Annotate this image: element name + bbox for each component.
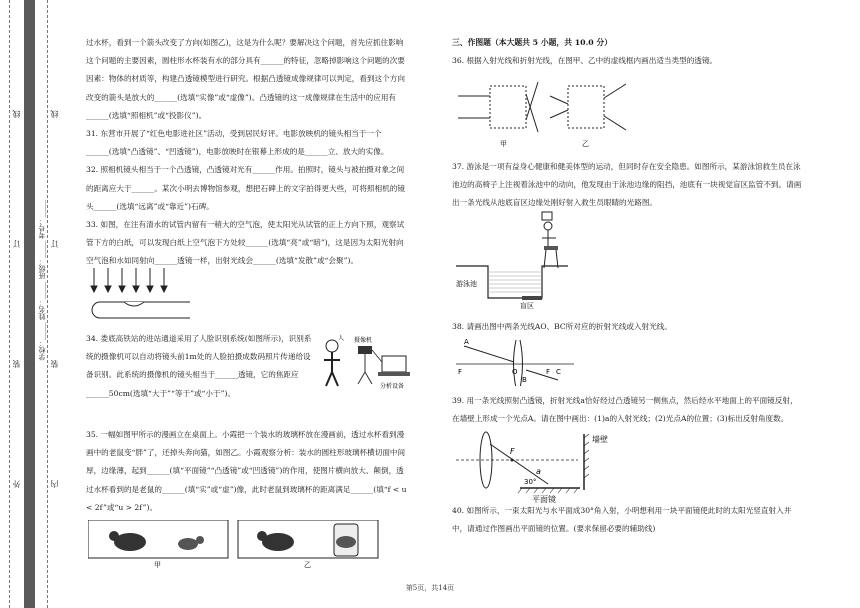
- student-info-fields: 学校：_____ 姓名：_____ 班级：_____ 考号：_____: [38, 200, 46, 361]
- question-38-block: [452, 318, 804, 336]
- inner-mark-xian: 线: [50, 110, 59, 118]
- person-label: 人: [338, 335, 345, 342]
- label-wall: 墙壁: [592, 435, 608, 444]
- blind-zone-label: 盲区: [520, 302, 534, 310]
- device-label: 分析设备: [380, 383, 405, 390]
- section-heading: 三、作图题（本大题共 5 小题，共 10.0 分）: [452, 38, 613, 47]
- question-39: 39. 用一条光线照射凸透镜，折射光线a恰好经过凸透镜另一侧焦点，然后经水平地面上的平面镜反射，在墙壁上形成一个光点A。请在图中画出：(1)a的入射光线；(2)光点A的位置；(3)标出反射角度数。: [452, 396, 798, 424]
- outer-mark-zhuang: 装: [12, 360, 21, 368]
- outer-mark-xian: 线: [12, 110, 21, 118]
- figure-36-jia: 甲: [500, 140, 507, 148]
- question-34: 34. 娄底高铁站的进站通道采用了人脸识别系统(如图所示)，识别系统的摄像机可以自动将镜头前1m处的人脸拍摄成数码照片传递给设备识别。此系统的摄像机的镜头相当于______透镜，它的焦距应______50cm(选填“大于”“等于”或“小于”)。: [86, 334, 312, 398]
- question-38: 38. 请画出图中两条光线AO、BC所对应的折射光线或入射光线。: [452, 322, 672, 331]
- question-30-continued: 过水杯，看到一个箭头改变了方向(如图乙)，这是为什么呢？要解决这个问题，首先应抓住影响这个问题的主要因素，圆柱形水杯装有水的部分具有______的特征，忽略掉影响这个问题的次要因素：物体的材质等，构建凸透镜模型进行研究。根据凸透镜成像规律可以判定，看到这个方向改变的箭头是放大的______(选填“实像”或“虚像”)。凸透镜的这一成像规律在生活中的应用有______(选填“照相机”或“投影仪”)。: [86, 38, 405, 120]
- label-angle: 30°: [524, 478, 537, 486]
- lens-box-figure: [458, 74, 628, 156]
- label-focus: F: [510, 447, 515, 456]
- label-o: O: [512, 368, 518, 376]
- question-36: 36. 根据入射光线和折射光线，在图甲、乙中的虚线框内画出适当类型的透镜。: [452, 56, 718, 66]
- label-mirror: 平面镜: [532, 495, 556, 504]
- figure-jia-label: 甲: [154, 561, 161, 569]
- right-column: [452, 34, 804, 70]
- binding-stripe: [24, 0, 35, 608]
- inner-cut-line: [47, 0, 48, 608]
- question-33: 33. 如图，在注有清水的试管内留有一稍大的空气泡，使太阳光从试管的正上方向下照，观察试管下方的白纸，可以发现白纸上空气泡下方处较______(选填“亮”或“暗”)，这是因为太阳光射向空气泡和水如同射向______透镜一样，出射光线会______(选填“发散”或“会聚”)。: [86, 220, 405, 266]
- left-column: [86, 34, 408, 271]
- outer-cut-line: [9, 0, 10, 608]
- convex-lens-mirror-figure: [456, 430, 626, 506]
- inner-mark-zhuang: 装: [50, 360, 59, 368]
- inner-mark-nei: 内: [50, 480, 59, 488]
- question-40: 40. 如图所示，一束太阳光与水平面成30°角入射，小明想利用一块平面镜使此时的太阳光竖直射入井中，请通过作图画出平面镜的位置。(要求保留必要的辅助线): [452, 506, 792, 534]
- label-f-right: F: [546, 368, 551, 376]
- camera-label: 摄像机: [354, 337, 373, 344]
- question-37: 37. 游泳是一项有益身心健康和健美体型的运动，但同时存在安全隐患。如图所示，某游泳馆救生员在泳池边的高椅子上注视着泳池中的动向，他发现由于泳池边缘的阻挡，池底有一块视觉盲区监管不到。请画出一条光线从池底盲区边缘处刚好射入救生员眼睛的光路图。: [452, 162, 802, 208]
- label-b: B: [522, 376, 527, 384]
- swimming-pool-figure: [456, 210, 576, 310]
- question-35-block: [86, 426, 408, 517]
- question-37-block: [452, 158, 804, 213]
- question-32: 32. 照相机镜头相当于一个凸透镜，凸透镜对光有______作用。拍照时，镜头与被拍摄对象之间的距离应大于______。某次小明去博物馆参观，想把石碑上的文字拍得更大些，可将照相机的镜头______(选填“远离”或“靠近”)石碑。: [86, 165, 405, 211]
- question-40-block: [452, 502, 804, 538]
- question-31: 31. 东营市开展了“红色电影进社区”活动，受到居民好评。电影放映机的镜头相当于一个______(选填“凸透镜”、“凹透镜”)，电影放映时在银幕上形成的是______立、放大的实像。: [86, 129, 389, 157]
- cartoon-figures: [88, 520, 388, 570]
- question-39-block: [452, 392, 804, 428]
- outer-mark-ding: 订: [12, 240, 21, 248]
- pool-label: 游泳池: [456, 280, 477, 288]
- inner-mark-ding: 订: [50, 240, 59, 248]
- figure-36-yi: 乙: [582, 140, 589, 148]
- question-35: 35. 一幅如图甲所示的漫画立在桌面上。小霞把一个装水的玻璃杯放在漫画前，透过水杯看到漫画中的老鼠变“胖”了，还掉头奔向猫，如图乙。小霞观察分析：装水的圆柱形玻璃杯横切面中间厚，边缘薄，起到______(填“平面镜”“凸透镜”或“凹透镜”)的作用，使图片横向放大、颠倒，透过水杯看到的是老鼠的______(填“实”或“虚”)像，此时老鼠到玻璃杯的距离满足______(填“f < u < 2f”或“u > 2f”)。: [86, 430, 407, 512]
- label-c: C: [556, 368, 561, 376]
- label-ray-a: a: [536, 467, 541, 476]
- page-footer: 第5页，共14页: [405, 584, 455, 592]
- outer-mark-wai: 外: [12, 480, 21, 488]
- figure-yi-label: 乙: [304, 561, 311, 569]
- label-a: A: [464, 338, 469, 346]
- label-f-left: F: [458, 368, 463, 376]
- face-recognition-figure: [318, 332, 410, 394]
- question-34-block: [86, 330, 316, 403]
- test-tube-figure: [88, 266, 198, 328]
- concave-lens-figure: [456, 336, 576, 386]
- binding-margin: [0, 0, 62, 608]
